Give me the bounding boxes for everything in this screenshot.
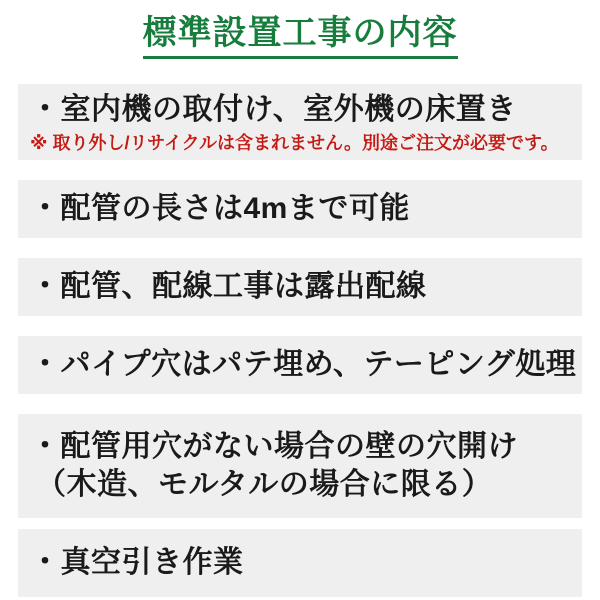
list-item: [18, 258, 582, 316]
item-text-line2: （木造、モルタルの場合に限る）: [36, 467, 493, 501]
item-text: ・配管、配線工事は露出配線: [30, 269, 427, 303]
item-text: ・パイプ穴はパテ埋め、テーピング処理: [30, 347, 577, 381]
title-container: [0, 12, 600, 59]
item-note: ※ 取り外し/リサイクルは含まれません。別途ご注文が必要です。: [30, 132, 559, 153]
list-item: [18, 529, 582, 597]
item-text: ・室内機の取付け、室外機の床置き: [30, 92, 517, 126]
page-title: 標準設置工事の内容: [143, 12, 458, 59]
list-item: [18, 336, 582, 394]
list-item: [18, 84, 582, 160]
item-text: ・配管の長さは4mまで可能: [30, 191, 410, 225]
list-item: [18, 180, 582, 238]
install-items-list: [18, 84, 582, 597]
list-item: [18, 414, 582, 518]
item-text: ・真空引き作業: [30, 545, 244, 579]
item-text: ・配管用穴がない場合の壁の穴開け: [30, 429, 518, 463]
